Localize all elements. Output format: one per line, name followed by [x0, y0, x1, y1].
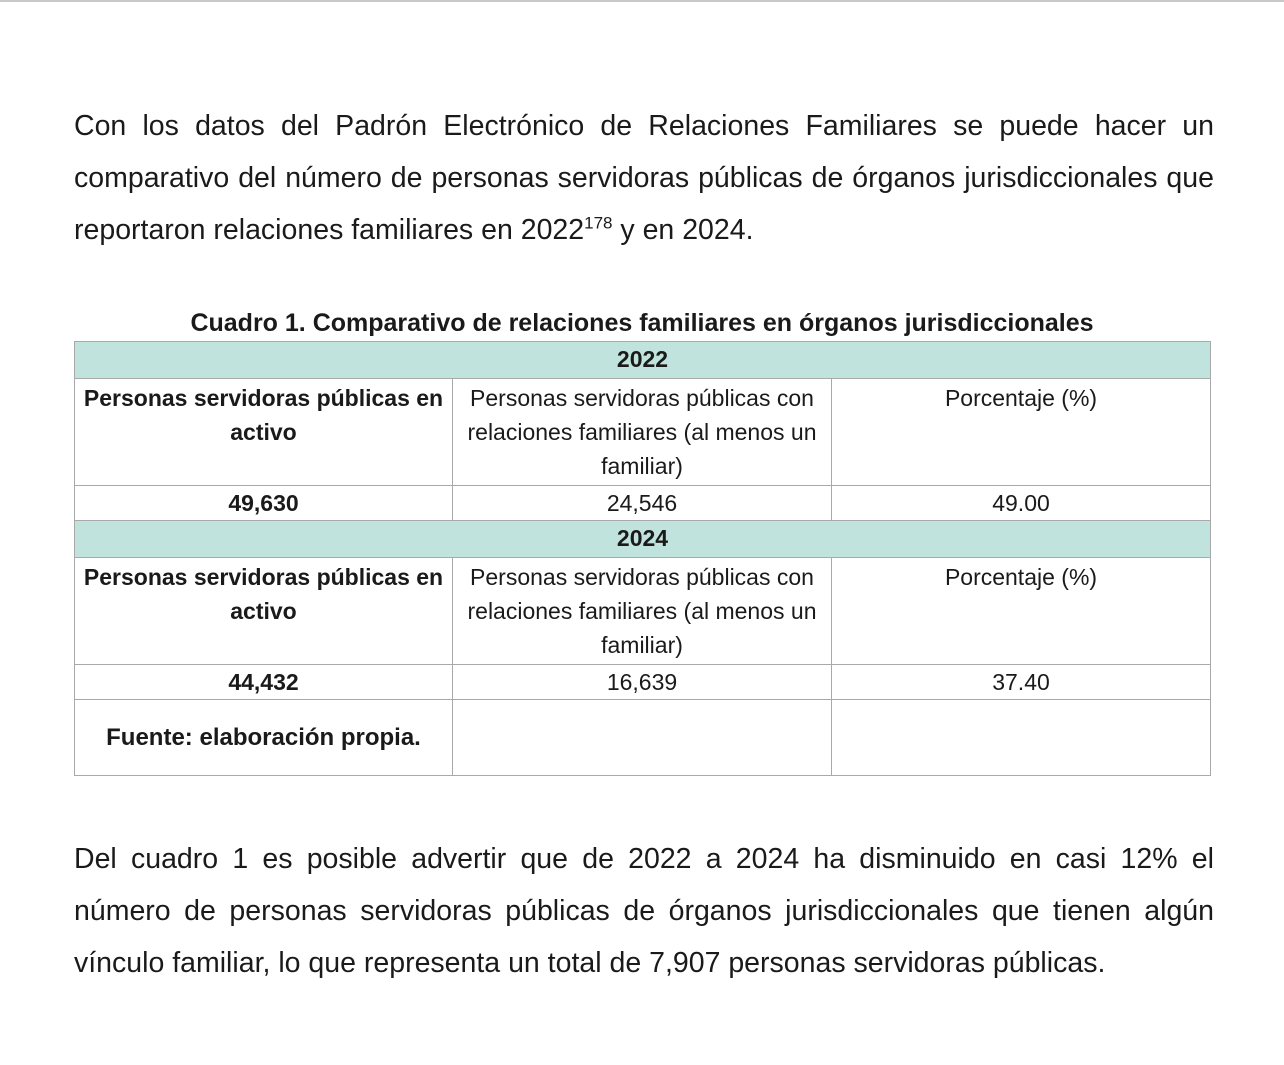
year-header-cell: 2024 [75, 521, 1211, 558]
header-active-servants: Personas servidoras públicas en activo [75, 558, 453, 665]
header-with-relations: Personas servidoras públicas con relaciones familiares (al menos un familiar) [453, 379, 832, 486]
header-active-servants: Personas servidoras públicas en activo [75, 379, 453, 486]
value-percentage: 37.40 [832, 665, 1211, 700]
header-percentage: Porcentaje (%) [832, 558, 1211, 665]
table-row [75, 665, 1211, 700]
intro-paragraph [74, 100, 1214, 256]
header-with-relations: Personas servidoras públicas con relaciones familiares (al menos un familiar) [453, 558, 832, 665]
table-title: Cuadro 1. Comparativo de relaciones familiares en órganos jurisdiccionales [190, 309, 1094, 337]
intro-text-end: y en 2024. [612, 214, 754, 246]
footnote-reference[interactable]: 178 [584, 213, 613, 233]
value-with-relations: 16,639 [453, 665, 832, 700]
empty-cell [832, 700, 1211, 776]
top-divider [0, 0, 1284, 2]
conclusion-paragraph: Del cuadro 1 es posible advertir que de 2022 a 2024 ha disminuido en casi 12% el número de personas servidoras públicas de órganos jurisdiccionales que tienen algún vínculo familiar, lo que representa un total de 7,907 personas servidoras públicas. [74, 843, 1214, 979]
year-header-cell: 2022 [75, 342, 1211, 379]
comparison-table [74, 341, 1211, 776]
column-header-row [75, 558, 1211, 665]
header-percentage: Porcentaje (%) [832, 379, 1211, 486]
year-row-2022 [75, 342, 1211, 379]
value-active-servants: 44,432 [75, 665, 453, 700]
value-active-servants: 49,630 [75, 486, 453, 521]
value-percentage: 49.00 [832, 486, 1211, 521]
source-note: Fuente: elaboración propia. [75, 700, 453, 776]
empty-cell [453, 700, 832, 776]
source-row [75, 700, 1211, 776]
table-row [75, 486, 1211, 521]
column-header-row [75, 379, 1211, 486]
value-with-relations: 24,546 [453, 486, 832, 521]
year-row-2024 [75, 521, 1211, 558]
intro-text: Con los datos del Padrón Electrónico de Relaciones Familiares se puede hacer un comparativo del número de personas servidoras públicas de órganos jurisdiccionales que reportaron relaciones familiares en 2022 [74, 110, 1214, 246]
